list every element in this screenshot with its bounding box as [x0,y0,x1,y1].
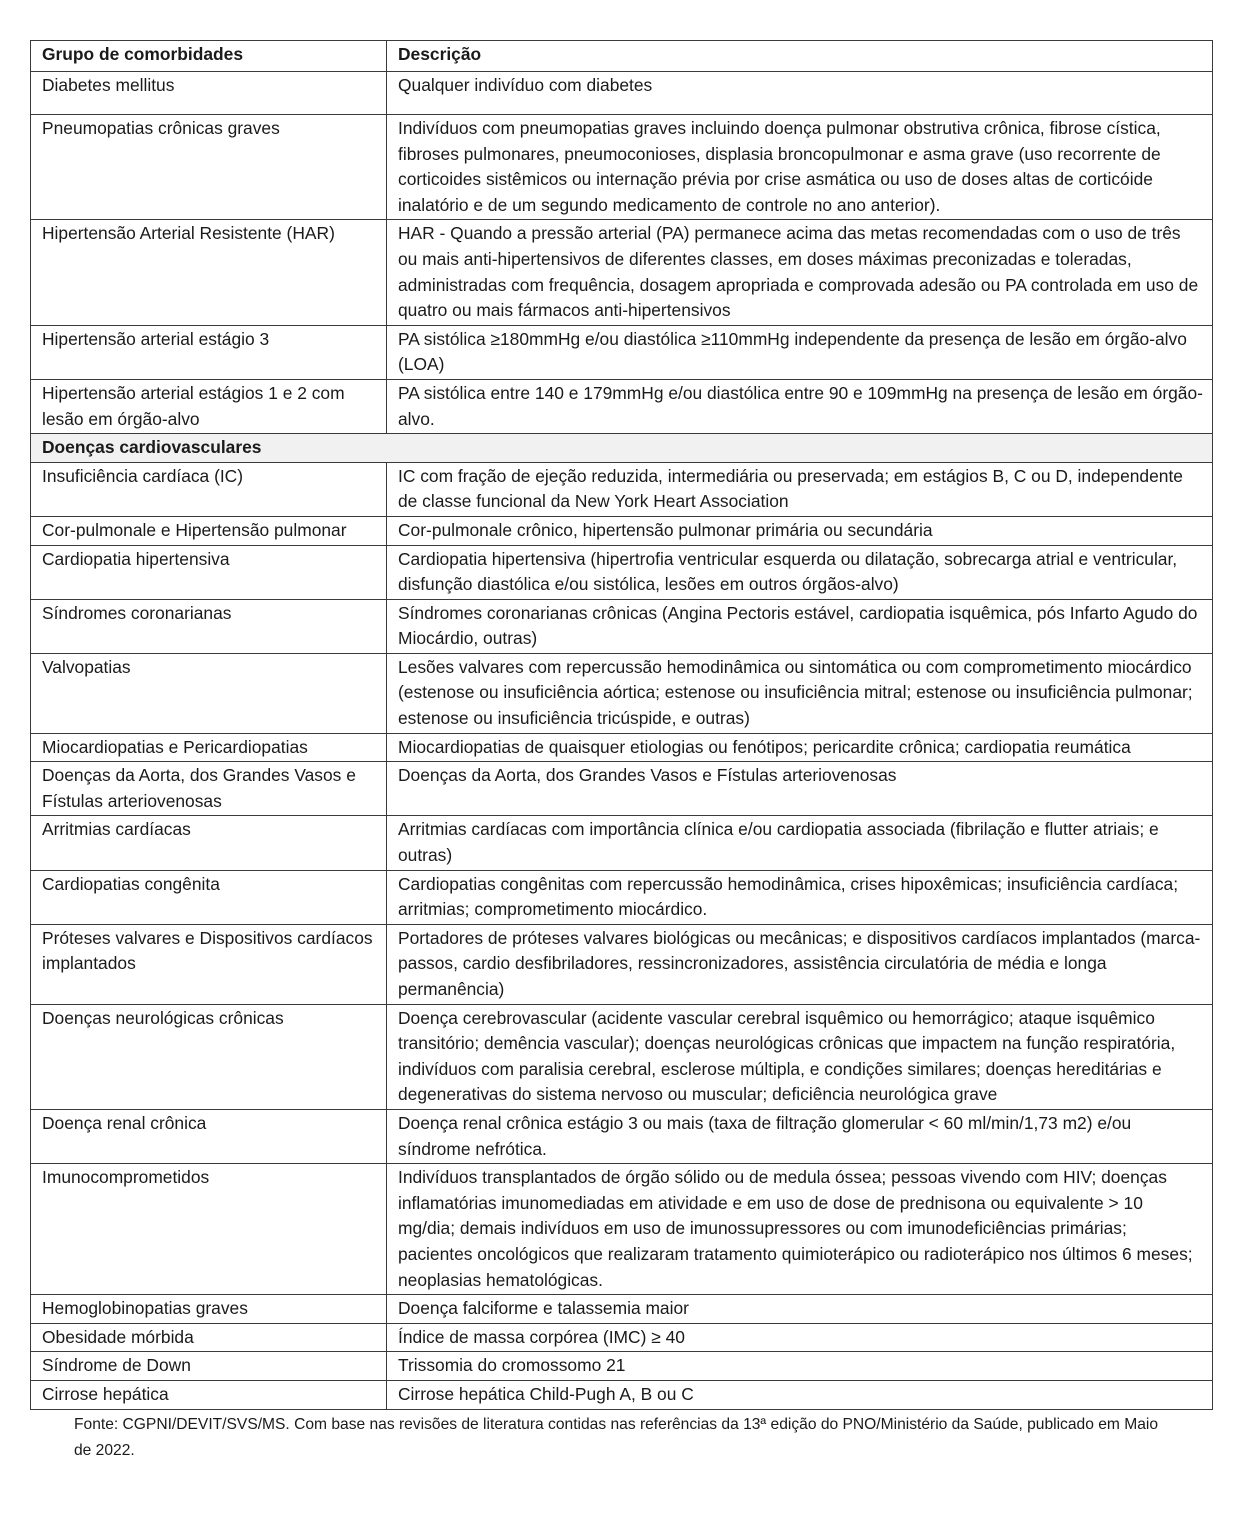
group-cell: Doenças da Aorta, dos Grandes Vasos e Fístulas arteriovenosas [31,762,387,816]
description-cell: Índice de massa corpórea (IMC) ≥ 40 [387,1323,1213,1352]
table-row [31,325,1213,379]
group-cell: Miocardiopatias e Pericardiopatias [31,733,387,762]
table-row [31,545,1213,599]
group-cell: Hemoglobinopatias graves [31,1295,387,1324]
description-cell: Indivíduos transplantados de órgão sólido ou de medula óssea; pessoas vivendo com HIV; doenças inflamatórias imunomediadas em atividade e em uso de dose de prednisona ou equivalente > 10 mg/dia; demais indivíduos em uso de imunossupressores ou com imunodeficiências primárias; pacientes oncológicos que realizaram tratamento quimioterápico ou radioterápico nos últimos 6 meses; neoplasias hematológicas. [387,1164,1213,1295]
table-row [31,924,1213,1004]
table-row [31,1164,1213,1295]
description-cell: PA sistólica ≥180mmHg e/ou diastólica ≥110mmHg independente da presença de lesão em órgão-alvo (LOA) [387,325,1213,379]
header-group: Grupo de comorbidades [31,41,387,72]
header-description: Descrição [387,41,1213,72]
group-cell: Doenças neurológicas crônicas [31,1004,387,1109]
table-row [31,816,1213,870]
group-cell: Cor-pulmonale e Hipertensão pulmonar [31,516,387,545]
group-cell: Insuficiência cardíaca (IC) [31,462,387,516]
table-row [31,1380,1213,1409]
description-cell: Cirrose hepática Child-Pugh A, B ou C [387,1380,1213,1409]
description-cell: Arritmias cardíacas com importância clínica e/ou cardiopatia associada (fibrilação e flutter atriais; e outras) [387,816,1213,870]
group-cell: Hipertensão Arterial Resistente (HAR) [31,220,387,325]
table-body [31,41,1213,1410]
table-row [31,762,1213,816]
group-cell: Obesidade mórbida [31,1323,387,1352]
group-cell: Síndrome de Down [31,1352,387,1381]
table-row [31,462,1213,516]
description-cell: HAR - Quando a pressão arterial (PA) permanece acima das metas recomendadas com o uso de três ou mais anti-hipertensivos de diferentes classes, em doses máximas preconizadas e toleradas, administradas com frequência, dosagem apropriada e comprovada adesão ou PA controlada em uso de quatro ou mais fármacos anti-hipertensivos [387,220,1213,325]
group-cell: Doença renal crônica [31,1109,387,1163]
group-cell: Imunocomprometidos [31,1164,387,1295]
group-cell: Cirrose hepática [31,1380,387,1409]
description-cell: PA sistólica entre 140 e 179mmHg e/ou diastólica entre 90 e 109mmHg na presença de lesão em órgão-alvo. [387,379,1213,433]
table-row [31,516,1213,545]
table-row [31,72,1213,115]
source-note: Fonte: CGPNI/DEVIT/SVS/MS. Com base nas revisões de literatura contidas nas referências da 13ª edição do PNO/Ministério da Saúde, publicado em Maio de 2022. [74,1416,1159,1459]
table-row [31,653,1213,733]
description-cell: Trissomia do cromossomo 21 [387,1352,1213,1381]
section-title: Doenças cardiovasculares [31,434,1213,463]
description-cell: Cor-pulmonale crônico, hipertensão pulmonar primária ou secundária [387,516,1213,545]
table-header-row [31,41,1213,72]
group-cell: Hipertensão arterial estágio 3 [31,325,387,379]
group-cell: Valvopatias [31,653,387,733]
group-cell: Diabetes mellitus [31,72,387,115]
description-cell: Doença falciforme e talassemia maior [387,1295,1213,1324]
group-cell: Cardiopatia hipertensiva [31,545,387,599]
section-row [31,434,1213,463]
description-cell: Indivíduos com pneumopatias graves incluindo doença pulmonar obstrutiva crônica, fibrose cística, fibroses pulmonares, pneumoconioses, displasia broncopulmonar e asma grave (uso recorrente de corticoides sistêmicos ou internação prévia por crise asmática ou uso de doses altas de corticóide inalatório e de um segundo medicamento de controle no ano anterior). [387,115,1213,220]
table-row [31,1295,1213,1324]
table-row [31,599,1213,653]
description-cell: Doença cerebrovascular (acidente vascular cerebral isquêmico ou hemorrágico; ataque isquêmico transitório; demência vascular); doenças neurológicas crônicas que impactem na função respiratória, indivíduos com paralisia cerebral, esclerose múltipla, e condições similares; doenças hereditárias e degenerativas do sistema nervoso ou muscular; deficiência neurológica grave [387,1004,1213,1109]
description-cell: Miocardiopatias de quaisquer etiologias ou fenótipos; pericardite crônica; cardiopatia reumática [387,733,1213,762]
description-cell: Lesões valvares com repercussão hemodinâmica ou sintomática ou com comprometimento miocárdico (estenose ou insuficiência aórtica; estenose ou insuficiência mitral; estenose ou insuficiência pulmonar; estenose ou insuficiência tricúspide, e outras) [387,653,1213,733]
comorbidities-table [30,40,1213,1410]
table-row [31,220,1213,325]
description-cell: Cardiopatias congênitas com repercussão hemodinâmica, crises hipoxêmicas; insuficiência cardíaca; arritmias; comprometimento miocárdico. [387,870,1213,924]
group-cell: Pneumopatias crônicas graves [31,115,387,220]
table-row [31,1352,1213,1381]
group-cell: Hipertensão arterial estágios 1 e 2 com lesão em órgão-alvo [31,379,387,433]
description-cell: Síndromes coronarianas crônicas (Angina Pectoris estável, cardiopatia isquêmica, pós Infarto Agudo do Miocárdio, outras) [387,599,1213,653]
table-row [31,733,1213,762]
description-cell: Cardiopatia hipertensiva (hipertrofia ventricular esquerda ou dilatação, sobrecarga atrial e ventricular, disfunção diastólica e/ou sistólica, lesões em outros órgãos-alvo) [387,545,1213,599]
group-cell: Próteses valvares e Dispositivos cardíacos implantados [31,924,387,1004]
table-row [31,379,1213,433]
table-row [31,1109,1213,1163]
table-row [31,115,1213,220]
group-cell: Cardiopatias congênita [31,870,387,924]
group-cell: Síndromes coronarianas [31,599,387,653]
description-cell: Qualquer indivíduo com diabetes [387,72,1213,115]
description-cell: Doença renal crônica estágio 3 ou mais (taxa de filtração glomerular < 60 ml/min/1,73 m2) e/ou síndrome nefrótica. [387,1109,1213,1163]
table-row [31,870,1213,924]
description-cell: Portadores de próteses valvares biológicas ou mecânicas; e dispositivos cardíacos implantados (marca-passos, cardio desfibriladores, ressincronizadores, assistência circulatória de média e longa permanência) [387,924,1213,1004]
description-cell: Doenças da Aorta, dos Grandes Vasos e Fístulas arteriovenosas [387,762,1213,816]
description-cell: IC com fração de ejeção reduzida, intermediária ou preservada; em estágios B, C ou D, independente de classe funcional da New York Heart Association [387,462,1213,516]
table-row [31,1323,1213,1352]
group-cell: Arritmias cardíacas [31,816,387,870]
table-row [31,1004,1213,1109]
